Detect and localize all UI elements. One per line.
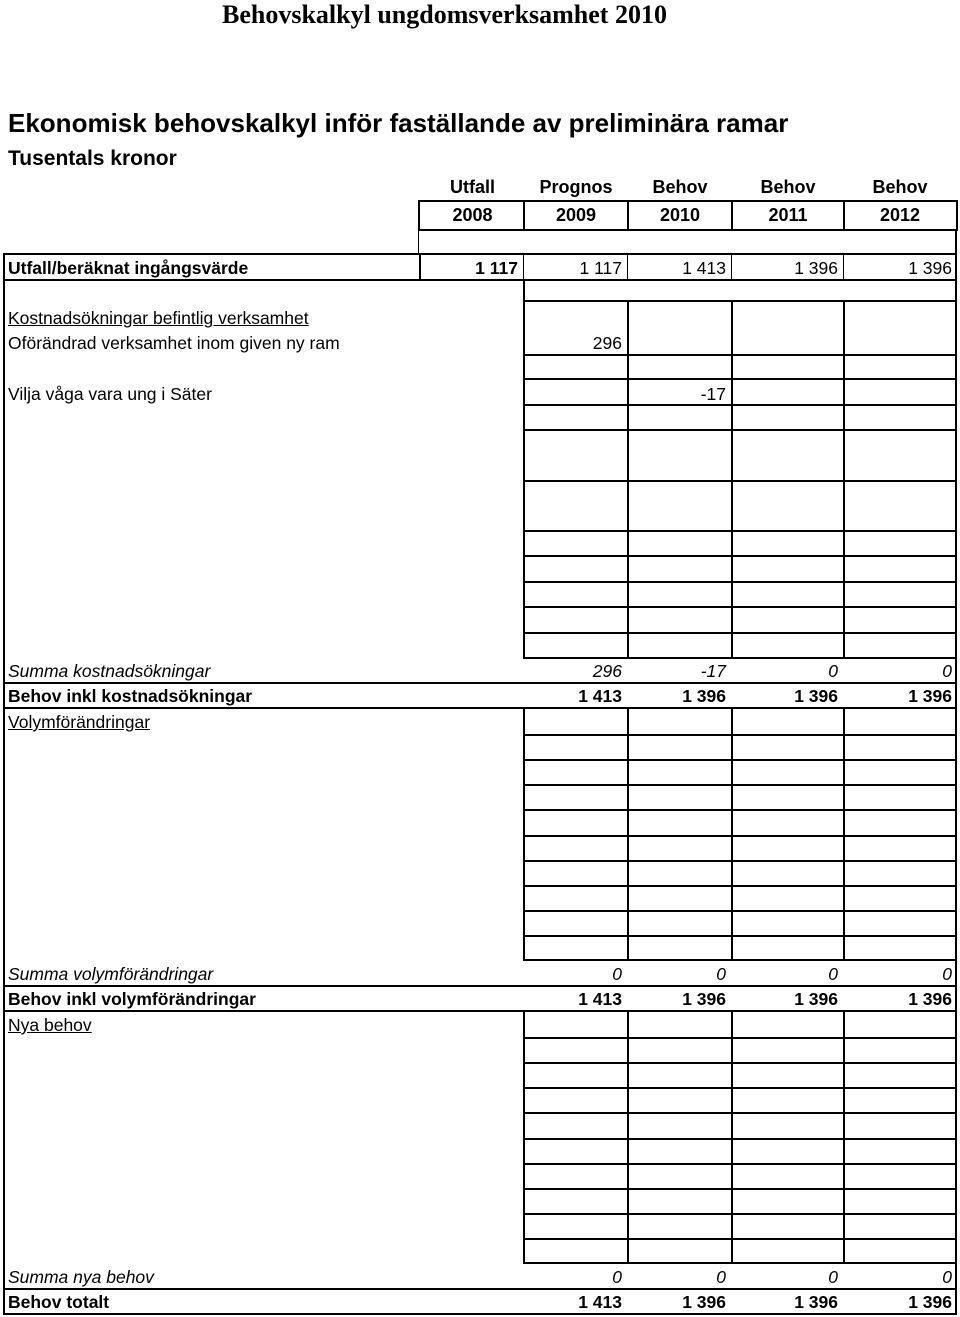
cell-behov-totalt-2010: 1 413 <box>578 1292 622 1312</box>
grid-rule <box>523 606 957 608</box>
grid-divider <box>523 281 525 301</box>
frame-right <box>955 231 957 1315</box>
cell-ingangsvarde-2009: 1 117 <box>579 258 622 278</box>
cell-summa-volym-2010: 0 <box>612 964 622 984</box>
cell-vilja-2011: -17 <box>700 384 726 404</box>
cell-summa-kost-2012b: 0 <box>942 661 952 681</box>
cell-summa-volym-2012b: 0 <box>942 964 952 984</box>
col-header-year: 2011 <box>768 205 808 225</box>
cell-behov-volym-2010: 1 413 <box>578 989 622 1009</box>
header-top-rule <box>418 200 958 202</box>
cell-behov-volym-2011: 1 396 <box>682 989 726 1009</box>
cell-ingangsvarde-2008: 1 117 <box>475 258 518 278</box>
cell-behov-totalt-2012b: 1 396 <box>908 1292 952 1312</box>
col-header-year: 2009 <box>555 205 597 225</box>
grid-rule <box>523 1112 957 1114</box>
cell-ingangsvarde-2010: 1 413 <box>682 258 726 278</box>
section-heading-nya-behov: Nya behov <box>8 1015 92 1035</box>
cell-summa-nya-2012a: 0 <box>828 1267 838 1287</box>
page-heading: Ekonomisk behovskalkyl inför faställande av preliminära ramar <box>8 108 789 138</box>
grid-divider <box>731 253 732 281</box>
header-divider <box>523 200 525 231</box>
header-bottom-rule <box>418 229 958 231</box>
grid-rule <box>523 935 957 937</box>
row-label-behov-volym: Behov inkl volymförändringar <box>8 989 256 1009</box>
cell-summa-kost-2012a: 0 <box>828 661 838 681</box>
cell-behov-kost-2010: 1 413 <box>578 686 622 706</box>
frame-bottom <box>3 1313 957 1315</box>
grid-divider <box>419 253 421 281</box>
grid-rule <box>523 1138 957 1140</box>
cell-ingangsvarde-2012: 1 396 <box>908 258 952 278</box>
cell-summa-kost-2011: -17 <box>700 661 726 681</box>
grid-rule <box>523 759 957 761</box>
rule-under-ingangsvarde <box>3 279 957 281</box>
header-divider <box>843 200 845 231</box>
rule-under-summa-kost <box>3 682 957 684</box>
grid-rule <box>523 860 957 862</box>
col-header-year: 2008 <box>452 205 493 225</box>
grid-rule <box>523 378 957 380</box>
col-header-year: 2010 <box>659 205 701 225</box>
col-header-label: Prognos <box>539 177 613 197</box>
rule-under-behov-volym <box>3 1010 957 1012</box>
frame-top <box>3 253 957 255</box>
col-header-label: Behov <box>652 177 708 197</box>
grid-rule <box>523 1238 957 1240</box>
grid-rule <box>523 885 957 887</box>
header-divider <box>731 200 733 231</box>
grid-rule <box>523 632 957 634</box>
cell-behov-volym-2012b: 1 396 <box>908 989 952 1009</box>
cell-behov-totalt-2012a: 1 396 <box>794 1292 838 1312</box>
grid-rule <box>523 657 957 659</box>
row-label-summa-volym: Summa volymförändringar <box>8 964 214 984</box>
row-label-behov-kost: Behov inkl kostnadsökningar <box>8 686 253 706</box>
rule-under-summa-nya <box>3 1288 957 1290</box>
col-header-label: Utfall <box>450 177 495 197</box>
row-label-behov-totalt: Behov totalt <box>8 1292 110 1312</box>
header-divider <box>627 200 629 231</box>
row-label-oforandrad: Oförändrad verksamhet inom given ny ram <box>8 333 340 353</box>
frame-left <box>3 253 5 1315</box>
grid-rule <box>523 809 957 811</box>
grid-divider <box>843 253 844 281</box>
cell-ingangsvarde-2011: 1 396 <box>794 258 838 278</box>
grid-rule <box>523 784 957 786</box>
grid-rule <box>523 581 957 583</box>
grid-divider <box>627 253 628 281</box>
section-heading-volymforandringar: Volymförändringar <box>8 712 151 732</box>
grid-rule <box>523 404 957 406</box>
cell-behov-kost-2012a: 1 396 <box>794 686 838 706</box>
header-divider <box>956 200 958 231</box>
grid-rule <box>523 734 957 736</box>
grid-rule <box>523 354 957 356</box>
row-label-ingangsvarde: Utfall/beräknat ingångsvärde <box>8 258 249 278</box>
cell-summa-kost-2010: 296 <box>592 661 622 681</box>
unit-subheading: Tusentals kronor <box>8 147 177 170</box>
col-header-label: Behov <box>872 177 928 197</box>
row-label-summa-nya: Summa nya behov <box>8 1267 154 1287</box>
grid-rule <box>523 1188 957 1190</box>
grid-rule <box>523 910 957 912</box>
grid-rule <box>523 1213 957 1215</box>
grid-rule <box>523 1163 957 1165</box>
rule-under-behov-kost <box>3 707 957 709</box>
cell-summa-nya-2010: 0 <box>612 1267 622 1287</box>
header-divider <box>418 200 420 231</box>
document-title: Behovskalkyl ungdomsverksamhet 2010 <box>222 0 667 29</box>
cell-summa-volym-2012a: 0 <box>828 964 838 984</box>
cell-summa-nya-2012b: 0 <box>942 1267 952 1287</box>
rule-under-summa-volym <box>3 985 957 987</box>
cell-summa-nya-2011: 0 <box>716 1267 726 1287</box>
grid-rule <box>523 300 957 302</box>
col-header-year: 2012 <box>879 205 921 225</box>
cell-behov-volym-2012a: 1 396 <box>794 989 838 1009</box>
cell-summa-volym-2011: 0 <box>716 964 726 984</box>
grid-rule <box>523 530 957 532</box>
section-heading-kostnadsokningar: Kostnadsökningar befintlig verksamhet <box>8 308 309 328</box>
grid-rule <box>523 1262 957 1264</box>
row-label-vilja: Vilja våga vara ung i Säter <box>8 384 212 404</box>
grid-divider <box>523 253 524 281</box>
cell-behov-totalt-2011: 1 396 <box>682 1292 726 1312</box>
grid-rule <box>523 555 957 557</box>
cell-oforandrad-2010: 296 <box>592 333 622 353</box>
row-label-summa-kost: Summa kostnadsökningar <box>8 661 211 681</box>
grid-rule <box>523 835 957 837</box>
frame-left-stub <box>418 231 419 253</box>
grid-rule <box>523 1037 957 1039</box>
cell-behov-kost-2011: 1 396 <box>682 686 726 706</box>
grid-rule <box>523 429 957 431</box>
grid-rule <box>523 480 957 482</box>
grid-rule <box>523 1062 957 1064</box>
grid-rule <box>523 959 957 961</box>
col-header-label: Behov <box>760 177 816 197</box>
cell-behov-kost-2012b: 1 396 <box>908 686 952 706</box>
grid-rule <box>523 1087 957 1089</box>
